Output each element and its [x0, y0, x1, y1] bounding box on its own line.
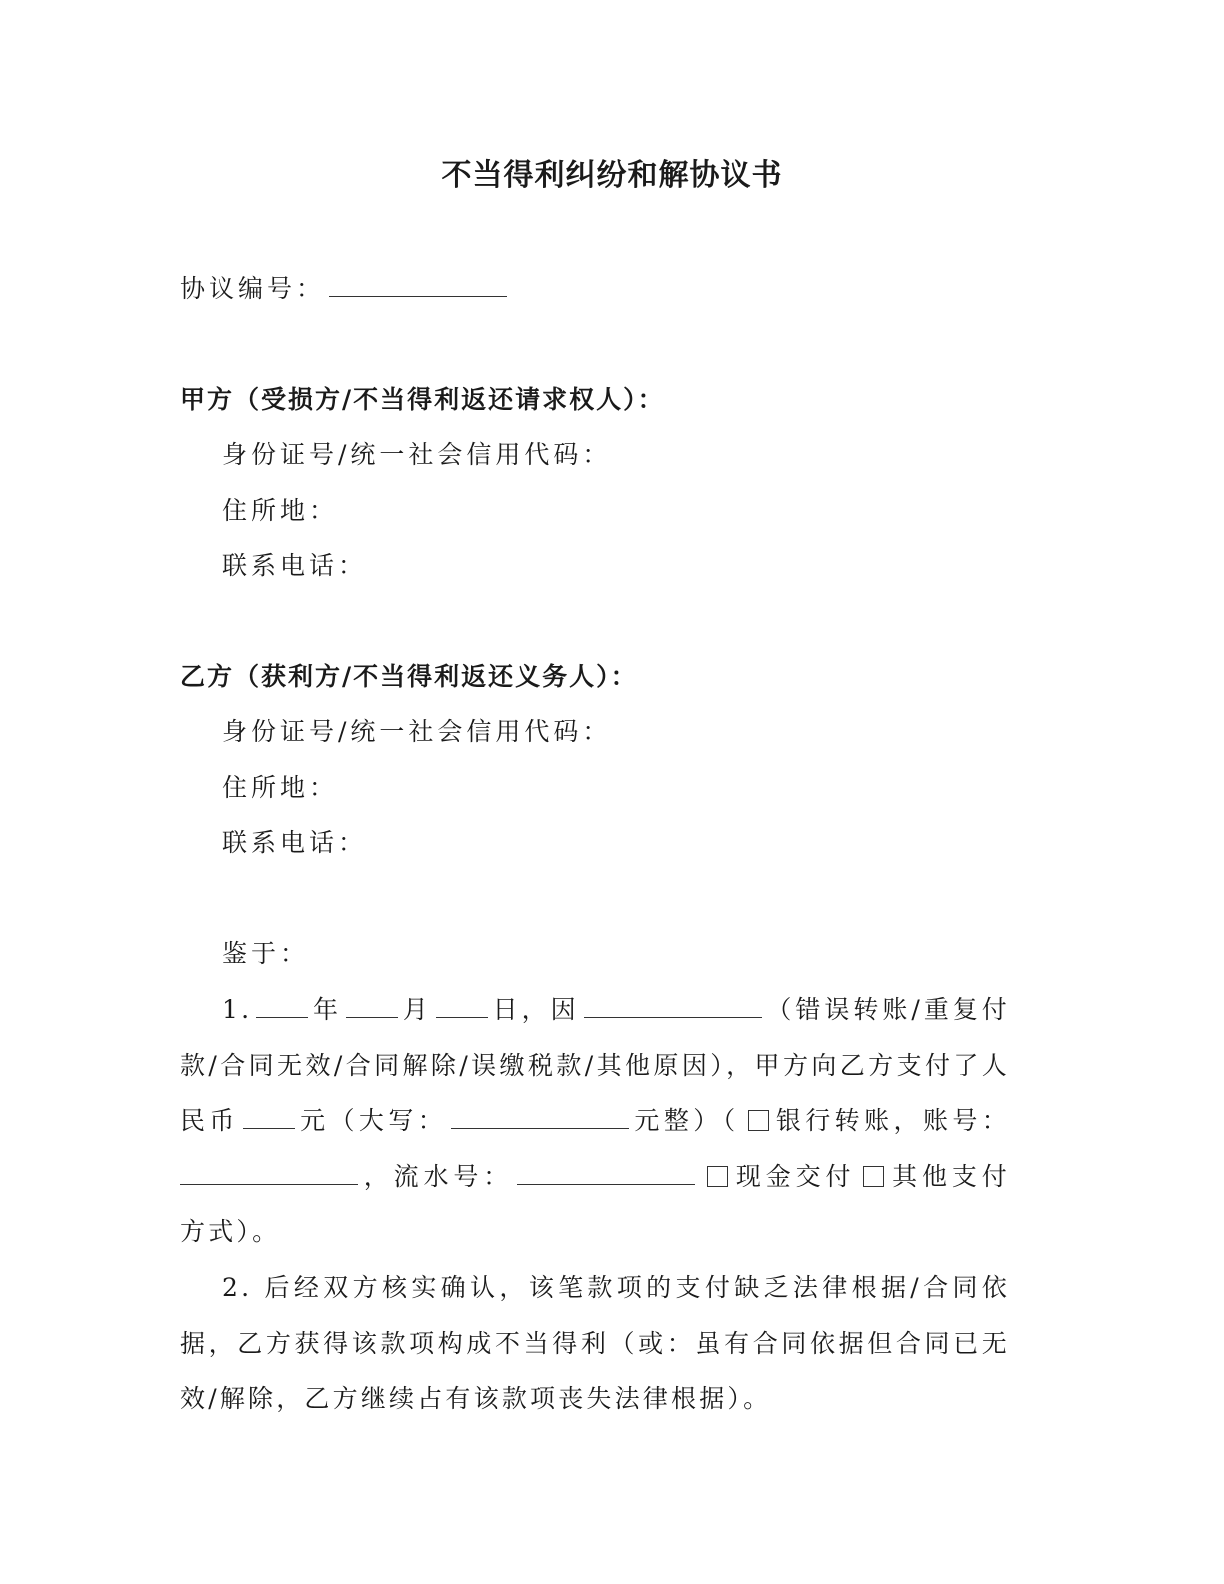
party-a-id-label: 身份证号/统一社会信用代码：	[222, 440, 612, 469]
party-b-phone-label: 联系电话：	[222, 828, 368, 857]
bank-transfer-checkbox[interactable]	[748, 1110, 769, 1131]
year-blank[interactable]	[256, 991, 308, 1018]
clause-2: 2. 后经双方核实确认，该笔款项的支付缺乏法律根据/合同依据，乙方获得该款项构成不当得利（或：虽有合同依据但合同已无效/解除，乙方继续占有该款项丧失法律根据）。	[180, 1273, 1010, 1413]
party-b-heading: 乙方（获利方/不当得利返还义务人）：	[180, 662, 638, 691]
party-a-address-label: 住所地：	[222, 496, 339, 525]
party-b-address-label: 住所地：	[222, 773, 339, 802]
cash-checkbox[interactable]	[707, 1166, 728, 1187]
day-blank[interactable]	[436, 991, 488, 1018]
party-a-phone-label: 联系电话：	[222, 551, 368, 580]
whereas-label: 鉴于：	[222, 939, 310, 968]
reason-blank[interactable]	[584, 991, 762, 1018]
agreement-number-blank[interactable]	[329, 270, 507, 297]
party-b-id-label: 身份证号/统一社会信用代码：	[222, 717, 612, 746]
amount-blank[interactable]	[243, 1102, 295, 1129]
party-a-heading: 甲方（受损方/不当得利返还请求权人）：	[180, 385, 665, 414]
serial-number-blank[interactable]	[517, 1158, 695, 1185]
agreement-number-label: 协议编号：	[180, 274, 326, 303]
amount-words-blank[interactable]	[451, 1102, 629, 1129]
account-number-blank[interactable]	[180, 1158, 358, 1185]
clause-1: 1. 年 月 日，因 （错误转账/重复付款/合同无效/合同解除/误缴税款/其他原因），甲方向乙方支付了人民币 元（大写： 元整）（ 银行转账，账号：，流水号： 现金交付 其他支付方式）。	[180, 982, 1010, 1260]
other-payment-checkbox[interactable]	[863, 1166, 884, 1187]
agreement-number-row	[180, 269, 511, 309]
document-title: 不当得利纠纷和解协议书	[441, 158, 783, 193]
month-blank[interactable]	[346, 991, 398, 1018]
